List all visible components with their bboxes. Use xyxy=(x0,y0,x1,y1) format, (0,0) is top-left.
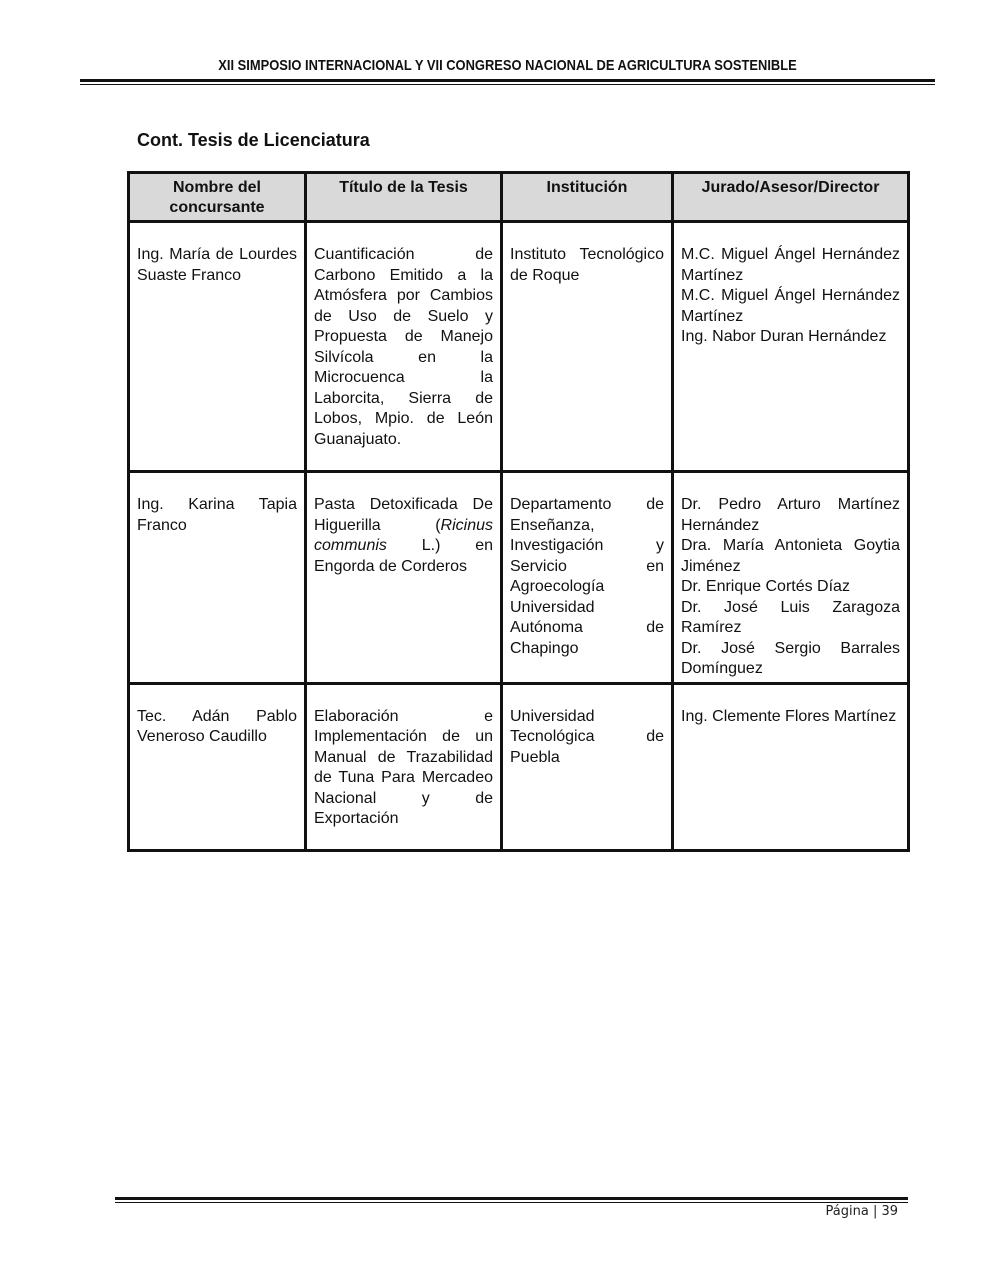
header-rule-thin xyxy=(80,84,935,85)
cell-title: Elaboración e Implementación de un Manual de Trazabilidad de Tuna Para Mercadeo Nacional y de Exportación xyxy=(306,683,502,850)
cell-jury xyxy=(673,222,909,472)
column-header-name: Nombre del concursante xyxy=(129,173,306,222)
cell-institution: Departamento de Enseñanza, Investigación y Servicio en Agroecología Universidad Autónoma de Chapingo xyxy=(502,472,673,684)
header-rule-thick xyxy=(80,79,935,82)
jury-member: Dr. José Luis Zaragoza Ramírez xyxy=(681,598,900,636)
table-row xyxy=(129,683,909,850)
cell-institution: Universidad Tecnológica de Puebla xyxy=(502,683,673,850)
jury-member: Dr. José Sergio Barrales Domínguez xyxy=(681,639,900,677)
cell-title xyxy=(306,472,502,684)
column-header-institution: Institución xyxy=(502,173,673,222)
running-header: XII SIMPOSIO INTERNACIONAL Y VII CONGRESO NACIONAL DE AGRICULTURA SOSTENIBLE xyxy=(218,57,797,74)
column-header-title: Título de la Tesis xyxy=(306,173,502,222)
cell-name: Ing. María de Lourdes Suaste Franco xyxy=(129,222,306,472)
species-name: Ricinus communis xyxy=(314,516,493,554)
cell-title: Cuantificación de Carbono Emitido a la Atmósfera por Cambios de Uso de Suelo y Propuesta de Manejo Silvícola en la Microcuenca la Laborcita, Sierra de Lobos, Mpio. de León Guanajuato. xyxy=(306,222,502,472)
section-title: Cont. Tesis de Licenciatura xyxy=(137,130,370,150)
footer-rule-thick xyxy=(115,1197,908,1200)
table-row xyxy=(129,472,909,684)
jury-member: M.C. Miguel Ángel Hernández Martínez xyxy=(681,246,900,284)
cell-name: Ing. Karina Tapia Franco xyxy=(129,472,306,684)
jury-member: Ing. Nabor Duran Hernández xyxy=(681,328,887,345)
column-header-jury: Jurado/Asesor/Director xyxy=(673,173,909,222)
title-text-before: Pasta Detoxificada De Higuerilla ( xyxy=(314,496,493,534)
table-header-row xyxy=(129,173,909,222)
jury-member: Ing. Clemente Flores Martínez xyxy=(681,707,897,725)
title-text-after: L.) en Engorda de Corderos xyxy=(314,537,493,575)
cell-institution: Instituto Tecnológico de Roque xyxy=(502,222,673,472)
jury-member: M.C. Miguel Ángel Hernández Martínez xyxy=(681,287,900,325)
cell-jury xyxy=(673,683,909,850)
page-number: Página | 39 xyxy=(825,1204,898,1219)
jury-member: Dra. María Antonieta Goytia Jiménez xyxy=(681,537,900,575)
thesis-table xyxy=(127,171,910,852)
cell-name: Tec. Adán Pablo Veneroso Caudillo xyxy=(129,683,306,850)
footer-rule-thin xyxy=(115,1202,908,1203)
jury-member: Dr. Pedro Arturo Martínez Hernández xyxy=(681,496,900,534)
cell-jury xyxy=(673,472,909,684)
table-row xyxy=(129,222,909,472)
jury-member: Dr. Enrique Cortés Díaz xyxy=(681,578,850,595)
